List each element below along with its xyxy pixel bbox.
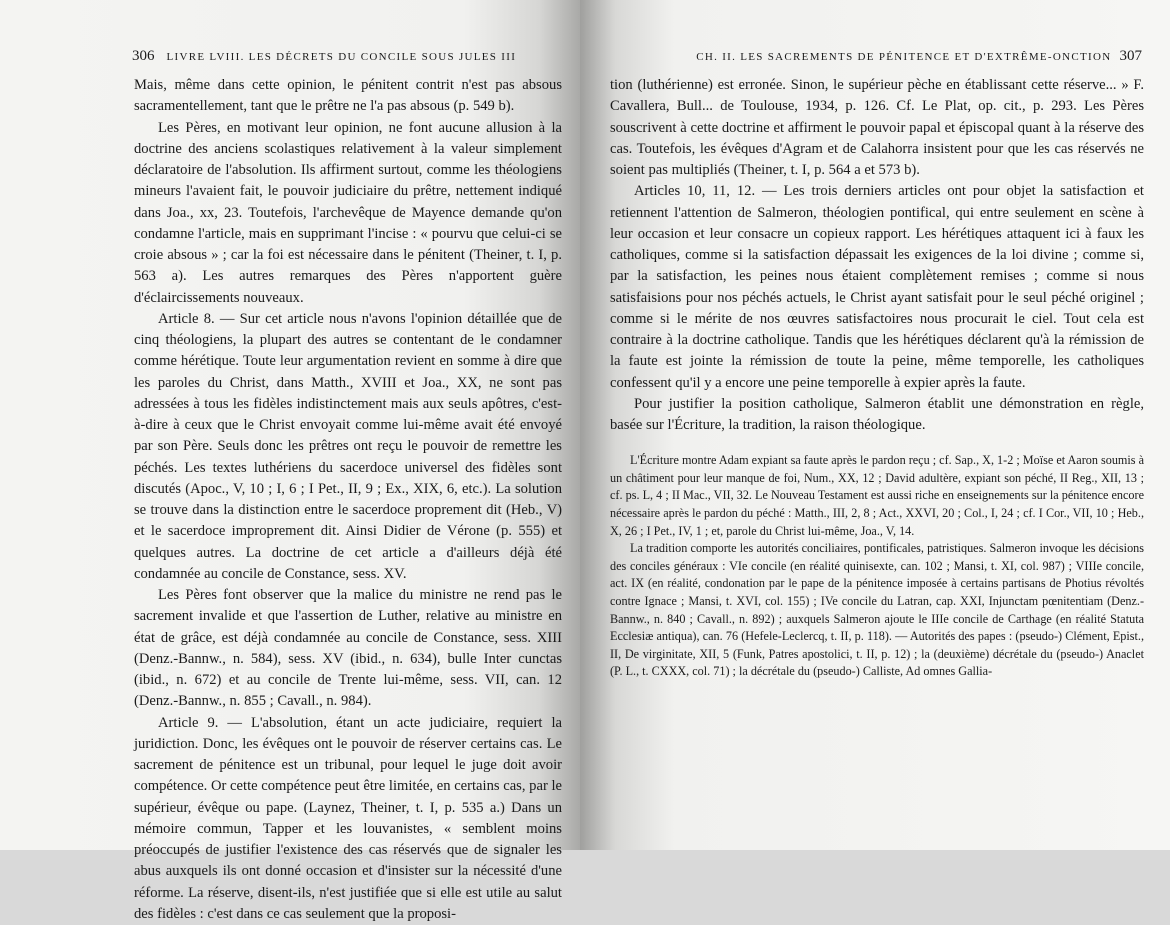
right-running-head	[630, 48, 1142, 70]
right-small-paragraph-1: L'Écriture montre Adam expiant sa faute après le pardon reçu ; cf. Sap., X, 1-2 ; Moïse et Aaron soumis à un châtiment pour leur manque de foi, Num., XX, 12 ; David adultère, expiant son péché, II Reg., XII, 13 ; cf. ps. L, 4 ; II Mac., VII, 32. Le Nouveau Testament est aussi riche en enseignements sur la pénitence encore nécessaire après le pardon du péché : Matth., III, 2, 8 ; Act., XXVI, 20 ; Col., I, 24 ; cf. I Cor., VII, 10 ; Heb., X, 26 ; I Pet., IV, 1 ; et, parole du Christ lui-même, Joa., V, 14.	[610, 452, 1144, 540]
right-paragraph-3: Pour justifier la position catholique, Salmeron établit une démonstration en règle, basée sur l'Écriture, la tradition, la raison théologique.	[610, 394, 1144, 437]
right-page	[580, 0, 1170, 850]
right-running-title: CH. II. LES SACREMENTS DE PÉNITENCE ET D'EXTRÊME-ONCTION	[696, 51, 1111, 63]
left-paragraph-5: Article 9. — L'absolution, étant un acte judiciaire, requiert la juridiction. Donc, les évêques ont le pouvoir de réserver certains cas. Le sacrement de pénitence est un tribunal, pour lequel le juge doit avoir compétence. Or cette compétence peut être limitée, en certains cas, par le supérieur, évêque ou pape. (Laynez, Theiner, t. I, p. 535 a.) Dans un mémoire commun, Tapper et les louvanistes, « semblent moins préoccupés de justifier l'existence des cas réservés que de signaler les abus auxquels ils ont donné occasion et d'insister sur la nécessité d'une réforme. La réserve, disent-ils, n'est justifiée que si elle est utile au salut des fidèles : c'est dans ce cas seulement que la proposi-	[134, 713, 562, 925]
right-small-print	[610, 452, 1144, 681]
left-paragraph-4: Les Pères font observer que la malice du ministre ne rend pas le sacrement invalide et que l'assertion de Luther, relative au ministre en état de grâce, est déjà condamnée au concile de Constance, sess. XIII (Denz.-Bannw., n. 584), sess. XV (ibid., n. 634), bulle Inter cunctas (ibid., n. 672) et au concile de Trente lui-même, sess. VII, can. 12 (Denz.-Bannw., n. 855 ; Cavall., n. 984).	[134, 585, 562, 713]
right-paragraph-1: tion (luthérienne) est erronée. Sinon, le supérieur pèche en établissant cette réserve... » F. Cavallera, Bull... de Toulouse, 1934, p. 126. Cf. Le Plat, op. cit., p. 293. Les Pères souscrivent à cette doctrine et affirment le pouvoir papal et épiscopal quant à la réserve des cas. Toutefois, les évêques d'Agram et de Calahorra insistent pour que les cas réservés ne soient pas multipliés (Theiner, t. I, p. 564 a et 573 b).	[610, 75, 1144, 181]
left-paragraph-2: Les Pères, en motivant leur opinion, ne font aucune allusion à la doctrine des anciens scolastiques relativement à la valeur simplement déclaratoire de l'absolution. Ils affirment surtout, comme les théologiens mineurs l'avaient fait, le pouvoir judiciaire du prêtre, nettement indiqué dans Joa., xx, 23. Toutefois, l'archevêque de Mayence demande qu'on condamne l'article, mais en supprimant l'incise : « pourvu que celui-ci se croie absous » ; car la foi est nécessaire dans le pénitent (Theiner, t. I, p. 563 a). Les autres remarques des Pères n'apportent guère d'éclaircissements nouveaux.	[134, 118, 562, 309]
right-small-paragraph-2: La tradition comporte les autorités conciliaires, pontificales, patristiques. Salmeron invoque les décisions des conciles généraux : VIe concile (en réalité quinisexte, can. 102 ; Mansi, t. XI, col. 987) ; VIIIe concile, act. IX (en réalité, condonation par le pape de la pénitence imposée à certains partisans de Photius révoltés contre Ignace ; Mansi, t. XVI, col. 155) ; IVe concile du Latran, cap. XXI, Injunctam pœnitentiam (Denz.-Bannw., n. 840 ; Cavall., n. 892) ; auxquels Salmeron ajoute le IIIe concile de Carthage (en réalité Statuta Ecclesiæ antiqua), can. 76 (Hefele-Leclercq, t. II, p. 118). — Autorités des papes : (pseudo-) Clément, Epist., II, De virginitate, XII, 5 (Funk, Patres apostolici, t. II, p. 12) ; la (deuxième) décrétale du (pseudo-) Anaclet (P. L., t. CXXX, col. 71) ; la décrétale du (pseudo-) Calliste, Ad omnes Gallia-	[610, 540, 1144, 681]
left-running-head	[132, 48, 562, 70]
right-paragraph-2: Articles 10, 11, 12. — Les trois derniers articles ont pour objet la satisfaction et retiennent l'attention de Salmeron, théologien pontifical, qui entre seulement en scène à leur occasion et leur consacre un copieux rapport. Les hérétiques attaquent ici à faux les catholiques, comme si la satisfaction dépassait les exigences de la loi divine ; comme si, par la satisfaction, les peines nous étaient complètement remises ; comme si nous satisfaisions pour nos péchés actuels, le Christ ayant satisfait pour le seul péché originel ; comme si le mérite de nos œuvres satisfactoires nous procurait le ciel. Tout cela est contraire à la doctrine catholique. Tandis que les hérétiques déclarent qu'à la rémission de la faute est jointe la rémission de toute la peine, même temporelle, les catholiques confessent qu'il y a encore une peine temporelle à expier après la faute.	[610, 181, 1144, 394]
right-body-text	[610, 75, 1144, 681]
right-page-number: 307	[1120, 48, 1143, 64]
left-paragraph-3: Article 8. — Sur cet article nous n'avons l'opinion détaillée que de cinq théologiens, la plupart des autres se contentant de le condamner comme hérétique. Toute leur argumentation revient en somme à dire que les paroles du Christ, dans Matth., XVIII et Joa., XX, ne sont pas adressées à tous les fidèles indistinctement mais aux seuls apôtres, c'est-à-dire à ceux que le Christ envoyait comme lui-même avait été envoyé par son Père. Seuls donc les prêtres ont reçu le pouvoir de remettre les péchés. Les textes luthériens du sacerdoce universel des fidèles sont discutés (Apoc., V, 10 ; I, 6 ; I Pet., II, 9 ; Ex., XIX, 6, etc.). La solution se trouve dans la distinction entre le sacerdoce proprement dit (Heb., V) et le sacerdoce improprement dit. Ainsi Didier de Vérone (p. 555) et quelques autres. La doctrine de cet article a d'ailleurs déjà été condamnée au concile de Constance, sess. XV.	[134, 309, 562, 585]
left-body-text	[134, 75, 562, 925]
left-running-title: LIVRE LVIII. LES DÉCRETS DU CONCILE SOUS JULES III	[167, 51, 517, 63]
left-page-number: 306	[132, 48, 155, 64]
left-paragraph-1: Mais, même dans cette opinion, le pénitent contrit n'est pas absous sacramentellement, tant que le prêtre ne l'a pas absous (p. 549 b).	[134, 75, 562, 118]
left-page	[0, 0, 580, 850]
